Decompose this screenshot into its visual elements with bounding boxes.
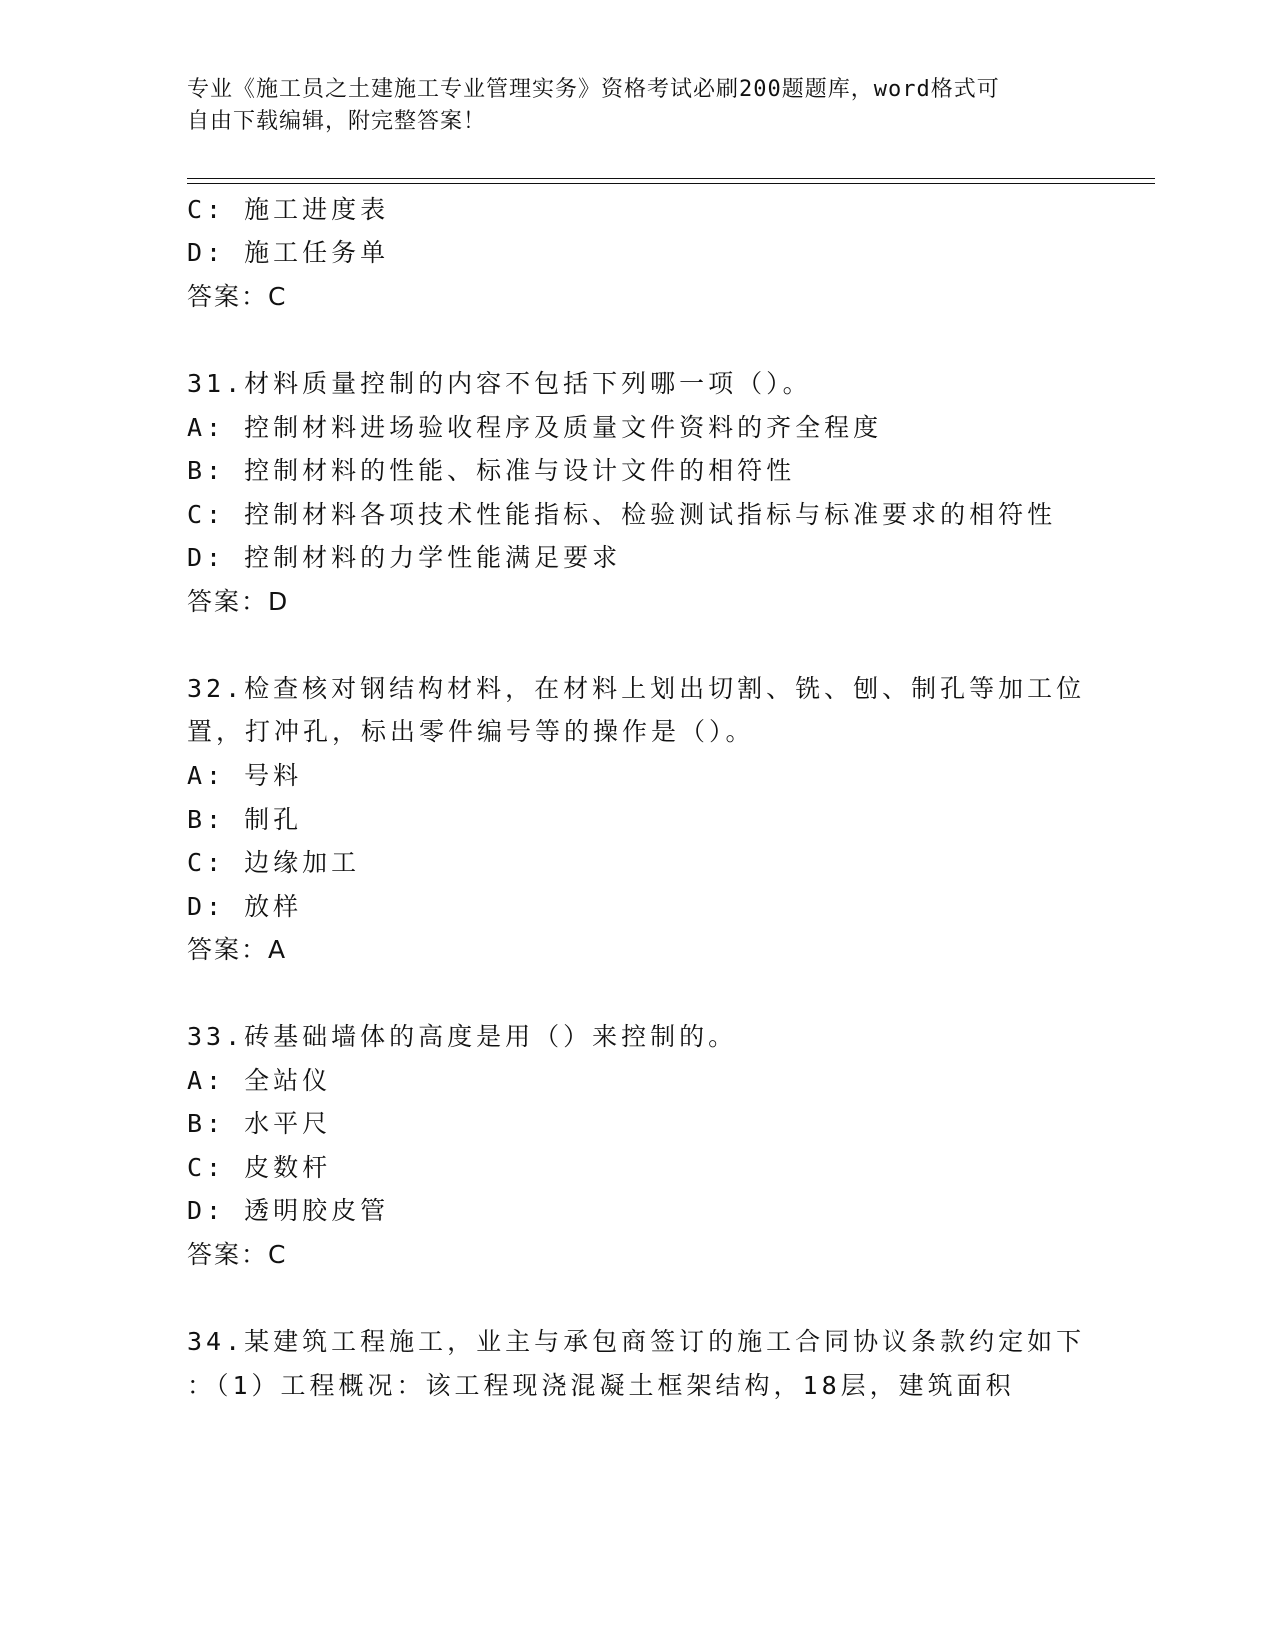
header-line-2: 自由下载编辑，附完整答案！ <box>187 109 487 134</box>
option-b: B: 控制材料的性能、标准与设计文件的相符性 <box>187 456 796 485</box>
header-divider-bottom <box>187 183 1155 184</box>
option-a: A: 号料 <box>187 761 303 790</box>
option-b: B: 水平尺 <box>187 1109 332 1138</box>
option-d: D: 透明胶皮管 <box>187 1196 390 1225</box>
option-d: D: 放样 <box>187 892 303 921</box>
question-stem-line-1: 34.某建筑工程施工，业主与承包商签订的施工合同协议条款约定如下 <box>187 1327 1086 1356</box>
answer: 答案：C <box>187 282 288 311</box>
option-a: A: 控制材料进场验收程序及质量文件资料的齐全程度 <box>187 413 883 442</box>
question-stem-line-2: 置，打冲孔，标出零件编号等的操作是（）。 <box>187 717 755 746</box>
answer: 答案：C <box>187 1240 288 1269</box>
option-c: C: 皮数杆 <box>187 1153 332 1182</box>
option-b: B: 制孔 <box>187 805 303 834</box>
question-stem-line-2: ：（1）工程概况：该工程现浇混凝土框架结构，18层，建筑面积 <box>187 1371 1015 1400</box>
header-line-1: 专业《施工员之土建施工专业管理实务》资格考试必刷200题题库，word格式可 <box>187 77 1000 102</box>
option-c: C: 控制材料各项技术性能指标、检验测试指标与标准要求的相符性 <box>187 500 1057 529</box>
answer: 答案：A <box>187 935 288 964</box>
option-d: D: 控制材料的力学性能满足要求 <box>187 543 622 572</box>
question-stem: 31.材料质量控制的内容不包括下列哪一项（）。 <box>187 369 812 398</box>
option-c: C: 施工进度表 <box>187 195 390 224</box>
option-c: C: 边缘加工 <box>187 848 361 877</box>
question-stem-line-1: 32.检查核对钢结构材料，在材料上划出切割、铣、刨、制孔等加工位 <box>187 674 1086 703</box>
option-a: A: 全站仪 <box>187 1066 332 1095</box>
document-header <box>187 74 1087 138</box>
question-stem: 33.砖基础墙体的高度是用（）来控制的。 <box>187 1022 738 1051</box>
header-divider-top <box>187 178 1155 179</box>
answer: 答案：D <box>187 587 290 616</box>
option-d: D: 施工任务单 <box>187 238 390 267</box>
